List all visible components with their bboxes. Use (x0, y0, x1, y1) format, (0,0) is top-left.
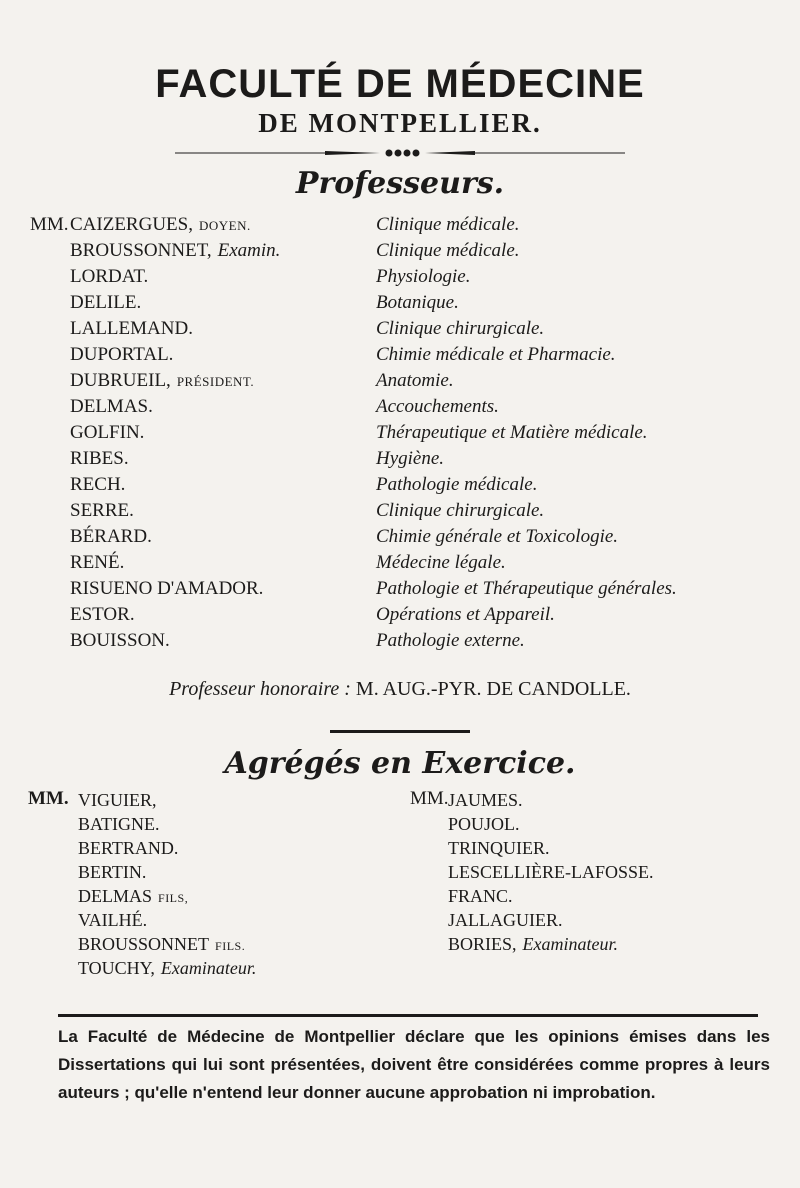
professor-role: DOYEN. (198, 218, 251, 233)
professor-name: BROUSSONNET, (70, 240, 212, 261)
professor-name: RISUENO D'AMADOR. (70, 578, 264, 599)
professor-name: RENÉ. (70, 552, 125, 573)
agrege-entry (78, 934, 245, 955)
agrege-tag: Examinateur. (160, 958, 257, 978)
professor-name: CAIZERGUES, (70, 214, 193, 235)
agrege-entry (78, 910, 147, 931)
agrege-entry (78, 862, 146, 883)
agrege-entry (78, 790, 157, 811)
honorary-professor (0, 678, 800, 701)
agrege-name: BATIGNE. (78, 814, 160, 834)
professor-subject: Opérations et Appareil. (376, 604, 555, 625)
professor-name: GOLFIN. (70, 422, 145, 443)
agreges-heading: Agrégés en Exercice. (224, 746, 576, 781)
professor-name: DELILE. (70, 292, 142, 313)
ornamental-rule (175, 145, 625, 161)
professor-subject: Botanique. (376, 292, 459, 313)
agrege-name: BROUSSONNET (78, 934, 210, 954)
professor-name: ESTOR. (70, 604, 135, 625)
agrege-entry (448, 790, 523, 811)
professor-subject: Anatomie. (376, 370, 454, 391)
professor-name: BOUISSON. (70, 630, 170, 651)
agrege-tag: FILS. (215, 939, 246, 953)
professor-name: RIBES. (70, 448, 129, 469)
professor-name: LORDAT. (70, 266, 149, 287)
agrege-tag: FILS, (158, 891, 189, 905)
professor-name: LALLEMAND. (70, 318, 193, 339)
honorary-label: Professeur honoraire : (169, 678, 351, 700)
professor-subject: Pathologie et Thérapeutique générales. (376, 578, 677, 599)
professor-subject: Clinique chirurgicale. (376, 500, 545, 521)
agrege-name: BERTIN. (78, 862, 147, 882)
disclaimer-text: La Faculté de Médecine de Montpellier déclare que les opinions émises dans les Dissertations qui lui sont présentées, doivent être considérées comme propres à leurs auteurs ; qu'elle n'entend leur donner aucune approbation ni improbation. (58, 1027, 770, 1102)
professor-name: DUPORTAL. (70, 344, 174, 365)
professor-subject: Thérapeutique et Matière médicale. (376, 422, 648, 443)
agrege-name: DELMAS (78, 886, 153, 906)
professor-subject: Clinique chirurgicale. (376, 318, 545, 339)
agrege-entry (448, 934, 618, 955)
agrege-name: BERTRAND. (78, 838, 179, 858)
agrege-name: TOUCHY, (78, 958, 155, 978)
agrege-name: JAUMES. (448, 790, 523, 810)
agrege-name: BORIES, (448, 934, 517, 954)
professor-subject: Clinique médicale. (376, 240, 520, 261)
agrege-name: FRANC. (448, 886, 513, 906)
agrege-name: LESCELLIÈRE-LAFOSSE. (448, 862, 654, 882)
page-title: FACULTÉ DE MÉDECINE (155, 62, 645, 106)
agrege-entry (78, 838, 178, 859)
professor-name-with-role (70, 240, 280, 262)
agrege-entry (448, 814, 520, 835)
professor-name: RECH. (70, 474, 126, 495)
professor-subject: Hygiène. (376, 448, 445, 469)
professor-subject: Chimie médicale et Pharmacie. (376, 344, 616, 365)
agrege-tag: Examinateur. (522, 934, 618, 954)
professor-subject: Chimie générale et Toxicologie. (376, 526, 619, 547)
agrege-entry (448, 838, 550, 859)
agrege-name: JALLAGUIER. (448, 910, 563, 930)
agrege-entry (78, 814, 160, 835)
agrege-name: POUJOL. (448, 814, 520, 834)
professor-row (0, 630, 800, 660)
agrege-entry (448, 910, 563, 931)
page-subtitle: DE MONTPELLIER. (258, 108, 542, 138)
bottom-rule (58, 1014, 758, 1017)
agreges-left-mm-label: MM. (28, 788, 69, 809)
professor-name: DUBRUEIL, (70, 370, 171, 391)
professor-subject: Pathologie externe. (376, 630, 525, 651)
professor-name: DELMAS. (70, 396, 153, 417)
professor-name: BÉRARD. (70, 526, 152, 547)
agrege-entry (78, 958, 256, 979)
professor-role: PRÉSIDENT. (176, 374, 255, 389)
professors-heading: Professeurs. (295, 166, 505, 201)
agrege-name: VIGUIER, (78, 790, 157, 810)
professor-subject: Clinique médicale. (376, 214, 520, 235)
professor-subject: Médecine légale. (376, 552, 506, 573)
agrege-entry (448, 862, 654, 883)
professor-name-with-role (70, 370, 254, 392)
professor-name-with-role (70, 214, 251, 236)
agrege-name: TRINQUIER. (448, 838, 550, 858)
section-divider (330, 730, 470, 733)
professor-name: SERRE. (70, 500, 134, 521)
agrege-name: VAILHÉ. (78, 910, 148, 930)
professors-mm-label: MM. (30, 214, 69, 235)
professor-subject: Pathologie médicale. (376, 474, 538, 495)
professor-role: Examin. (217, 240, 281, 261)
professor-subject: Physiologie. (376, 266, 471, 287)
agrege-entry (448, 886, 513, 907)
honorary-name: M. AUG.-PYR. DE CANDOLLE. (355, 678, 631, 700)
agrege-entry (78, 886, 188, 907)
agreges-right-mm-label: MM. (410, 788, 449, 809)
professor-subject: Accouchements. (376, 396, 499, 417)
